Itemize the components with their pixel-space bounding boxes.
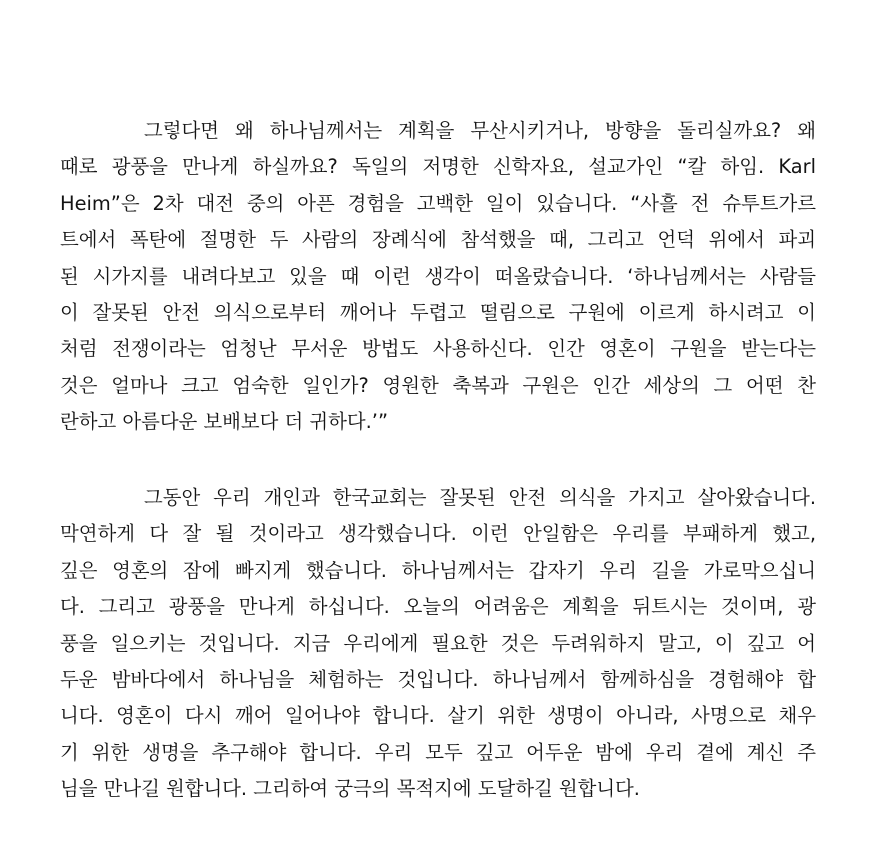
text-line: 된 시가지를 내려다보고 있을 때 이런 생각이 떠올랐습니다. ‘하나님께서는 사람들 (60, 264, 816, 288)
text-line: 그동안 우리 개인과 한국교회는 잘못된 안전 의식을 가지고 살아왔습니다. (144, 486, 816, 509)
text-line: 이 잘못된 안전 의식으로부터 깨어나 두렵고 떨림으로 구원에 이르게 하시려고 이 (60, 300, 816, 324)
text-line: Heim”은 2차 대전 중의 아픈 경험을 고백한 일이 있습니다. “사흘 전 슈투트가르 (60, 191, 816, 215)
paragraph-2 (60, 480, 816, 808)
text-line: 그렇다면 왜 하나님께서는 계획을 무산시키거나, 방향을 돌리실까요? 왜 (144, 119, 816, 142)
text-line: 니다. 영혼이 다시 깨어 일어나야 합니다. 살기 위한 생명이 아니라, 사명으로 채우 (60, 704, 816, 728)
text-line: 풍을 일으키는 것입니다. 지금 우리에게 필요한 것은 두려워하지 말고, 이 깊고 어 (60, 631, 816, 655)
text-line: 님을 만나길 원합니다. 그리하여 궁극의 목적지에 도달하길 원합니다. (60, 777, 640, 801)
text-line: 다. 그리고 광풍을 만나게 하십니다. 오늘의 어려움은 계획을 뒤트시는 것이며, 광 (60, 595, 816, 619)
text-line: 것은 얼마나 크고 엄숙한 일인가? 영원한 축복과 구원은 인간 세상의 그 어떤 찬 (60, 373, 816, 397)
text-line: 깊은 영혼의 잠에 빠지게 했습니다. 하나님께서는 갑자기 우리 길을 가로막으십니 (60, 558, 816, 582)
text-line: 때로 광풍을 만나게 하실까요? 독일의 저명한 신학자요, 설교가인 “칼 하임. Karl (60, 155, 816, 179)
text-line: 란하고 아름다운 보배보다 더 귀하다.’” (60, 410, 388, 434)
text-line: 두운 밤바다에서 하나님을 체험하는 것입니다. 하나님께서 함께하심을 경험해야 합 (60, 667, 816, 691)
text-line: 막연하게 다 잘 될 것이라고 생각했습니다. 이런 안일함은 우리를 부패하게 했고, (60, 522, 816, 546)
text-line: 처럼 전쟁이라는 엄청난 무서운 방법도 사용하신다. 인간 영혼이 구원을 받는다는 (60, 337, 816, 361)
paragraph-1 (60, 113, 816, 441)
text-line: 기 위한 생명을 추구해야 합니다. 우리 모두 깊고 어두운 밤에 우리 곁에 계신 주 (60, 740, 816, 764)
text-line: 트에서 폭탄에 절명한 두 사람의 장례식에 참석했을 때, 그리고 언덕 위에서 파괴 (60, 228, 816, 252)
